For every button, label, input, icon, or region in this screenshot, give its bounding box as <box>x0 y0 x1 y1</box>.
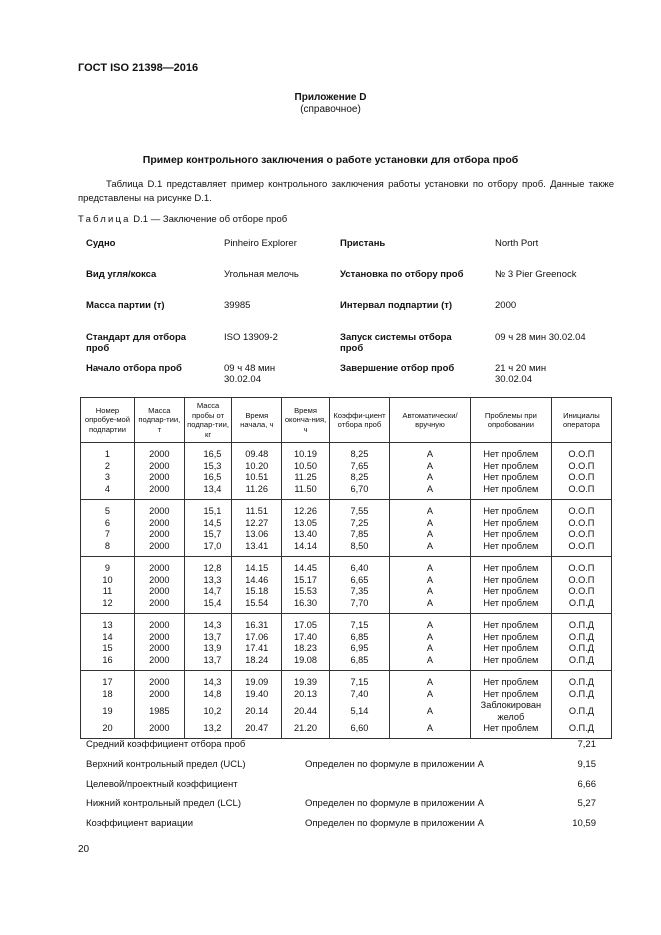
mode-cell: А <box>390 461 471 473</box>
problems-cell: Нет проблем <box>470 461 551 473</box>
operator-cell: О.П.Д <box>551 614 611 632</box>
end-time-cell: 20.13 <box>282 689 330 701</box>
summary-value: 7,21 <box>577 739 596 750</box>
meta-value: 09 ч 28 мин 30.02.04 <box>495 332 586 343</box>
sample-mass-cell: 16,5 <box>184 443 232 461</box>
subbatch-number-cell: 7 <box>81 529 135 541</box>
sample-mass-cell: 17,0 <box>184 541 232 557</box>
problems-cell: Нет проблем <box>470 575 551 587</box>
sample-mass-cell: 13,4 <box>184 484 232 500</box>
problems-cell: Нет проблем <box>470 443 551 461</box>
table-row <box>81 500 612 518</box>
sample-mass-cell: 13,2 <box>184 723 232 738</box>
sample-mass-cell: 14,7 <box>184 586 232 598</box>
sampling-ratio-cell: 6,85 <box>329 632 389 644</box>
subbatch-mass-cell: 2000 <box>134 643 184 655</box>
table-row <box>81 643 612 655</box>
subbatch-number-cell: 14 <box>81 632 135 644</box>
problems-cell: Нет проблем <box>470 598 551 614</box>
start-time-cell: 15.18 <box>232 586 282 598</box>
sample-mass-cell: 13,3 <box>184 575 232 587</box>
subbatch-number-cell: 15 <box>81 643 135 655</box>
end-time-cell: 17.40 <box>282 632 330 644</box>
subbatch-number-cell: 18 <box>81 689 135 701</box>
subbatch-number-cell: 19 <box>81 700 135 723</box>
mode-cell: А <box>390 689 471 701</box>
sample-mass-cell: 15,3 <box>184 461 232 473</box>
meta-label: Вид угля/кокса <box>86 269 157 280</box>
summary-label: Средний коэффициент отбора проб <box>86 739 246 750</box>
sampling-ratio-cell: 7,35 <box>329 586 389 598</box>
summary-note: Определен по формуле в приложении А <box>305 818 484 829</box>
sample-mass-cell: 14,3 <box>184 671 232 689</box>
problems-cell: Нет проблем <box>470 557 551 575</box>
start-time-cell: 14.15 <box>232 557 282 575</box>
mode-cell: А <box>390 655 471 671</box>
operator-cell: О.О.П <box>551 586 611 598</box>
summary-note: Определен по формуле в приложении А <box>305 798 484 809</box>
end-time-cell: 20.44 <box>282 700 330 723</box>
meta-label: Установка по отбору проб <box>340 269 464 280</box>
operator-cell: О.О.П <box>551 472 611 484</box>
meta-label: Запуск системы отбора проб <box>340 332 452 354</box>
section-heading: Пример контрольного заключения о работе установки для отбора проб <box>142 154 519 166</box>
subbatch-number-cell: 3 <box>81 472 135 484</box>
end-time-cell: 11.25 <box>282 472 330 484</box>
summary-value: 6,66 <box>577 779 596 790</box>
subbatch-mass-cell: 2000 <box>134 655 184 671</box>
table-row <box>81 557 612 575</box>
document-header: ГОСТ ISO 21398—2016 <box>78 62 199 74</box>
subbatch-mass-cell: 2000 <box>134 614 184 632</box>
meta-label: Завершение отбор проб <box>340 363 455 374</box>
end-time-cell: 13.40 <box>282 529 330 541</box>
problems-cell: Нет проблем <box>470 723 551 738</box>
summary-value: 5,27 <box>577 798 596 809</box>
sampling-table <box>80 397 612 739</box>
sampling-ratio-cell: 7,40 <box>329 689 389 701</box>
meta-value: 2000 <box>495 300 517 311</box>
subbatch-number-cell: 17 <box>81 671 135 689</box>
start-time-cell: 16.31 <box>232 614 282 632</box>
caption-rest: D.1 — Заключение об отборе проб <box>130 214 288 225</box>
problems-cell: Нет проблем <box>470 472 551 484</box>
table-row <box>81 689 612 701</box>
subbatch-mass-cell: 2000 <box>134 632 184 644</box>
subbatch-mass-cell: 2000 <box>134 484 184 500</box>
mode-cell: А <box>390 541 471 557</box>
end-time-cell: 17.05 <box>282 614 330 632</box>
start-time-cell: 11.26 <box>232 484 282 500</box>
meta-value: ISO 13909-2 <box>224 332 278 343</box>
sampling-ratio-cell: 7,65 <box>329 461 389 473</box>
subbatch-mass-cell: 2000 <box>134 541 184 557</box>
start-time-cell: 20.47 <box>232 723 282 738</box>
table-row <box>81 700 612 723</box>
sampling-ratio-cell: 5,14 <box>329 700 389 723</box>
subbatch-mass-cell: 2000 <box>134 557 184 575</box>
problems-cell: Нет проблем <box>470 518 551 530</box>
subbatch-number-cell: 1 <box>81 443 135 461</box>
table-row <box>81 472 612 484</box>
start-time-cell: 12.27 <box>232 518 282 530</box>
mode-cell: А <box>390 500 471 518</box>
sample-mass-cell: 15,7 <box>184 529 232 541</box>
mode-cell: А <box>390 700 471 723</box>
column-header: Проблемы при опробовании <box>470 398 551 443</box>
table-row <box>81 598 612 614</box>
meta-label: Пристань <box>340 238 386 249</box>
mode-cell: А <box>390 575 471 587</box>
operator-cell: О.О.П <box>551 461 611 473</box>
subbatch-mass-cell: 2000 <box>134 598 184 614</box>
mode-cell: А <box>390 472 471 484</box>
table-row <box>81 614 612 632</box>
table-header-row <box>81 398 612 443</box>
mode-cell: А <box>390 632 471 644</box>
subbatch-number-cell: 9 <box>81 557 135 575</box>
mode-cell: А <box>390 671 471 689</box>
end-time-cell: 12.26 <box>282 500 330 518</box>
column-header: Инициалы оператора <box>551 398 611 443</box>
subbatch-number-cell: 13 <box>81 614 135 632</box>
subbatch-mass-cell: 2000 <box>134 529 184 541</box>
operator-cell: О.П.Д <box>551 689 611 701</box>
sampling-ratio-cell: 8,25 <box>329 472 389 484</box>
table-row <box>81 541 612 557</box>
start-time-cell: 18.24 <box>232 655 282 671</box>
end-time-cell: 15.53 <box>282 586 330 598</box>
mode-cell: А <box>390 443 471 461</box>
start-time-cell: 09.48 <box>232 443 282 461</box>
table-row <box>81 723 612 738</box>
start-time-cell: 13.41 <box>232 541 282 557</box>
sampling-ratio-cell: 7,25 <box>329 518 389 530</box>
intro-paragraph: Таблица D.1 представляет пример контрольного заключения работы установки по отбору проб. Данные также представлены на рисунке D.1. <box>78 179 614 204</box>
sample-mass-cell: 13,7 <box>184 655 232 671</box>
start-time-cell: 10.51 <box>232 472 282 484</box>
meta-value: № 3 Pier Greenock <box>495 269 577 280</box>
operator-cell: О.П.Д <box>551 598 611 614</box>
table-row <box>81 484 612 500</box>
sampling-ratio-cell: 6,95 <box>329 643 389 655</box>
table-row <box>81 586 612 598</box>
mode-cell: А <box>390 643 471 655</box>
column-header: Время оконча-ния, ч <box>282 398 330 443</box>
subbatch-mass-cell: 2000 <box>134 723 184 738</box>
operator-cell: О.П.Д <box>551 643 611 655</box>
subbatch-mass-cell: 2000 <box>134 671 184 689</box>
table-row <box>81 655 612 671</box>
end-time-cell: 14.14 <box>282 541 330 557</box>
end-time-cell: 10.19 <box>282 443 330 461</box>
problems-cell: Нет проблем <box>470 500 551 518</box>
subbatch-number-cell: 6 <box>81 518 135 530</box>
subbatch-mass-cell: 2000 <box>134 689 184 701</box>
start-time-cell: 15.54 <box>232 598 282 614</box>
sample-mass-cell: 13,7 <box>184 632 232 644</box>
sampling-ratio-cell: 7,70 <box>329 598 389 614</box>
problems-cell: Нет проблем <box>470 655 551 671</box>
sampling-ratio-cell: 8,50 <box>329 541 389 557</box>
start-time-cell: 17.41 <box>232 643 282 655</box>
sample-mass-cell: 16,5 <box>184 472 232 484</box>
subbatch-mass-cell: 2000 <box>134 472 184 484</box>
page-number: 20 <box>78 844 90 855</box>
meta-value: 21 ч 20 мин 30.02.04 <box>495 363 547 385</box>
subbatch-mass-cell: 2000 <box>134 443 184 461</box>
mode-cell: А <box>390 586 471 598</box>
sampling-ratio-cell: 7,55 <box>329 500 389 518</box>
problems-cell: Нет проблем <box>470 643 551 655</box>
table-caption <box>78 214 287 225</box>
summary-label: Коэффициент вариации <box>86 818 194 829</box>
meta-value: North Port <box>495 238 539 249</box>
sampling-ratio-cell: 7,15 <box>329 671 389 689</box>
column-header: Время начала, ч <box>232 398 282 443</box>
subbatch-number-cell: 4 <box>81 484 135 500</box>
subbatch-number-cell: 11 <box>81 586 135 598</box>
mode-cell: А <box>390 557 471 575</box>
table-row <box>81 575 612 587</box>
start-time-cell: 13.06 <box>232 529 282 541</box>
operator-cell: О.О.П <box>551 529 611 541</box>
meta-label: Судно <box>86 238 116 249</box>
column-header: Масса пробы от подпар-тии, кг <box>184 398 232 443</box>
problems-cell: Нет проблем <box>470 671 551 689</box>
end-time-cell: 14.45 <box>282 557 330 575</box>
summary-label: Нижний контрольный предел (LCL) <box>86 798 241 809</box>
problems-cell: Заблокирован желоб <box>470 700 551 723</box>
subbatch-number-cell: 2 <box>81 461 135 473</box>
summary-value: 9,15 <box>577 759 596 770</box>
column-header: Автоматически/ вручную <box>390 398 471 443</box>
mode-cell: А <box>390 614 471 632</box>
sampling-ratio-cell: 8,25 <box>329 443 389 461</box>
problems-cell: Нет проблем <box>470 632 551 644</box>
problems-cell: Нет проблем <box>470 689 551 701</box>
meta-value: Pinheiro Explorer <box>224 238 297 249</box>
operator-cell: О.О.П <box>551 557 611 575</box>
sample-mass-cell: 14,3 <box>184 614 232 632</box>
start-time-cell: 11.51 <box>232 500 282 518</box>
sampling-ratio-cell: 6,65 <box>329 575 389 587</box>
end-time-cell: 19.08 <box>282 655 330 671</box>
end-time-cell: 18.23 <box>282 643 330 655</box>
column-header: Коэффи-циент отбора проб <box>329 398 389 443</box>
table-row <box>81 461 612 473</box>
meta-value: 39985 <box>224 300 251 311</box>
subbatch-number-cell: 8 <box>81 541 135 557</box>
meta-label: Интервал подпартии (т) <box>340 300 453 311</box>
table-row <box>81 529 612 541</box>
problems-cell: Нет проблем <box>470 484 551 500</box>
start-time-cell: 10.20 <box>232 461 282 473</box>
subbatch-mass-cell: 2000 <box>134 461 184 473</box>
sample-mass-cell: 15,4 <box>184 598 232 614</box>
sample-mass-cell: 15,1 <box>184 500 232 518</box>
problems-cell: Нет проблем <box>470 541 551 557</box>
operator-cell: О.П.Д <box>551 700 611 723</box>
operator-cell: О.П.Д <box>551 655 611 671</box>
meta-value: Угольная мелочь <box>224 269 299 280</box>
end-time-cell: 13.05 <box>282 518 330 530</box>
appendix-title: Приложение D <box>294 92 367 103</box>
column-header: Масса подпар-тии, т <box>134 398 184 443</box>
problems-cell: Нет проблем <box>470 614 551 632</box>
operator-cell: О.О.П <box>551 443 611 461</box>
caption-prefix: Таблица <box>78 214 131 225</box>
operator-cell: О.О.П <box>551 575 611 587</box>
mode-cell: А <box>390 484 471 500</box>
sample-mass-cell: 13,9 <box>184 643 232 655</box>
operator-cell: О.П.Д <box>551 671 611 689</box>
column-header: Номер опробуе-мой подпартии <box>81 398 135 443</box>
end-time-cell: 16.30 <box>282 598 330 614</box>
mode-cell: А <box>390 529 471 541</box>
summary-label: Целевой/проектный коэффициент <box>86 779 238 790</box>
appendix-subtitle: (справочное) <box>300 104 361 115</box>
problems-cell: Нет проблем <box>470 586 551 598</box>
subbatch-number-cell: 20 <box>81 723 135 738</box>
end-time-cell: 19.39 <box>282 671 330 689</box>
end-time-cell: 21.20 <box>282 723 330 738</box>
sampling-ratio-cell: 6,60 <box>329 723 389 738</box>
subbatch-number-cell: 10 <box>81 575 135 587</box>
subbatch-number-cell: 12 <box>81 598 135 614</box>
sample-mass-cell: 10,2 <box>184 700 232 723</box>
sampling-ratio-cell: 6,40 <box>329 557 389 575</box>
operator-cell: О.О.П <box>551 484 611 500</box>
sample-mass-cell: 12,8 <box>184 557 232 575</box>
sample-mass-cell: 14,8 <box>184 689 232 701</box>
operator-cell: О.О.П <box>551 541 611 557</box>
start-time-cell: 17.06 <box>232 632 282 644</box>
subbatch-number-cell: 16 <box>81 655 135 671</box>
table-row <box>81 443 612 461</box>
subbatch-mass-cell: 2000 <box>134 575 184 587</box>
table-row <box>81 671 612 689</box>
subbatch-mass-cell: 2000 <box>134 586 184 598</box>
mode-cell: А <box>390 723 471 738</box>
operator-cell: О.О.П <box>551 518 611 530</box>
table-row <box>81 632 612 644</box>
meta-label: Стандарт для отбора проб <box>86 332 187 354</box>
summary-label: Верхний контрольный предел (UCL) <box>86 759 246 770</box>
sampling-ratio-cell: 7,85 <box>329 529 389 541</box>
meta-label: Начало отбора проб <box>86 363 182 374</box>
sampling-ratio-cell: 6,85 <box>329 655 389 671</box>
meta-value: 09 ч 48 мин 30.02.04 <box>224 363 276 385</box>
end-time-cell: 15.17 <box>282 575 330 587</box>
summary-value: 10,59 <box>572 818 596 829</box>
meta-label: Масса партии (т) <box>86 300 165 311</box>
sampling-ratio-cell: 6,70 <box>329 484 389 500</box>
sampling-ratio-cell: 7,15 <box>329 614 389 632</box>
start-time-cell: 14.46 <box>232 575 282 587</box>
start-time-cell: 19.40 <box>232 689 282 701</box>
start-time-cell: 19.09 <box>232 671 282 689</box>
end-time-cell: 10.50 <box>282 461 330 473</box>
sample-mass-cell: 14,5 <box>184 518 232 530</box>
problems-cell: Нет проблем <box>470 529 551 541</box>
mode-cell: А <box>390 598 471 614</box>
subbatch-mass-cell: 1985 <box>134 700 184 723</box>
subbatch-mass-cell: 2000 <box>134 518 184 530</box>
summary-note: Определен по формуле в приложении А <box>305 759 484 770</box>
table-row <box>81 518 612 530</box>
operator-cell: О.П.Д <box>551 723 611 738</box>
subbatch-mass-cell: 2000 <box>134 500 184 518</box>
mode-cell: А <box>390 518 471 530</box>
start-time-cell: 20.14 <box>232 700 282 723</box>
subbatch-number-cell: 5 <box>81 500 135 518</box>
operator-cell: О.П.Д <box>551 632 611 644</box>
end-time-cell: 11.50 <box>282 484 330 500</box>
operator-cell: О.О.П <box>551 500 611 518</box>
